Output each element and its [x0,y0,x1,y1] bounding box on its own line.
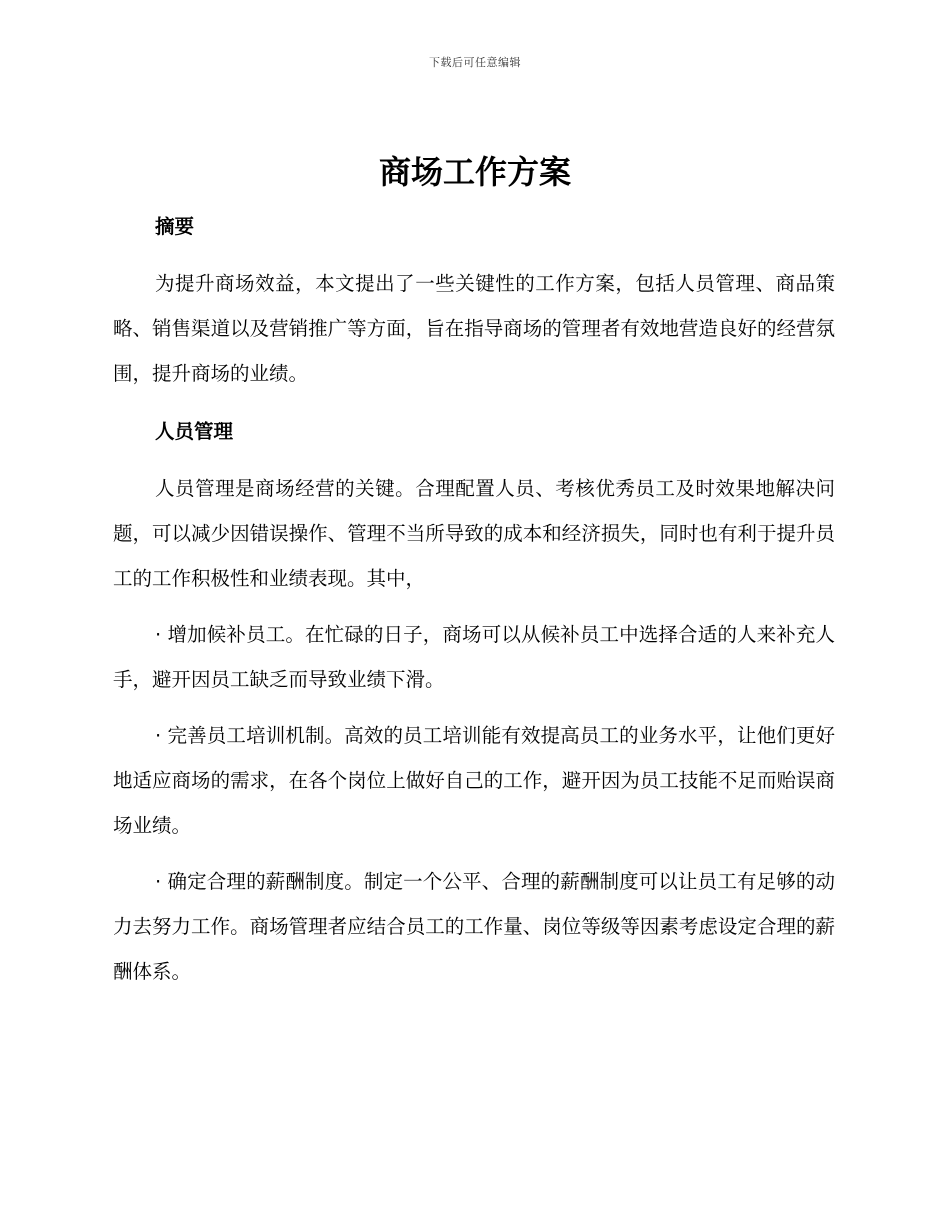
document-body [113,204,835,994]
bullet-item: · 增加候补员工。在忙碌的日子，商场可以从候补员工中选择合适的人来补充人手，避开因员工缺乏而导致业绩下滑。 [113,623,835,691]
personnel-paragraph: 人员管理是商场经营的关键。合理配置人员、考核优秀员工及时效果地解决问题，可以减少因错误操作、管理不当所导致的成本和经济损失，同时也有利于提升员工的工作积极性和业绩表现。其中， [113,477,835,590]
header-note: 下载后可任意编辑 [429,56,521,69]
abstract-paragraph: 为提升商场效益，本文提出了一些关键性的工作方案，包括人员管理、商品策略、销售渠道以及营销推广等方面，旨在指导商场的管理者有效地营造良好的经营氛围，提升商场的业绩。 [113,272,835,385]
personnel-heading: 人员管理 [155,420,234,443]
document-title: 商场工作方案 [378,153,571,191]
bullet-item: · 完善员工培训机制。高效的员工培训能有效提高员工的业务水平，让他们更好地适应商场的需求，在各个岗位上做好自己的工作，避开因为员工技能不足而贻误商场业绩。 [113,724,835,837]
bullet-item: · 确定合理的薪酬制度。制定一个公平、合理的薪酬制度可以让员工有足够的动力去努力工作。商场管理者应结合员工的工作量、岗位等级等因素考虑设定合理的薪酬体系。 [113,870,835,983]
abstract-heading: 摘要 [155,215,195,238]
